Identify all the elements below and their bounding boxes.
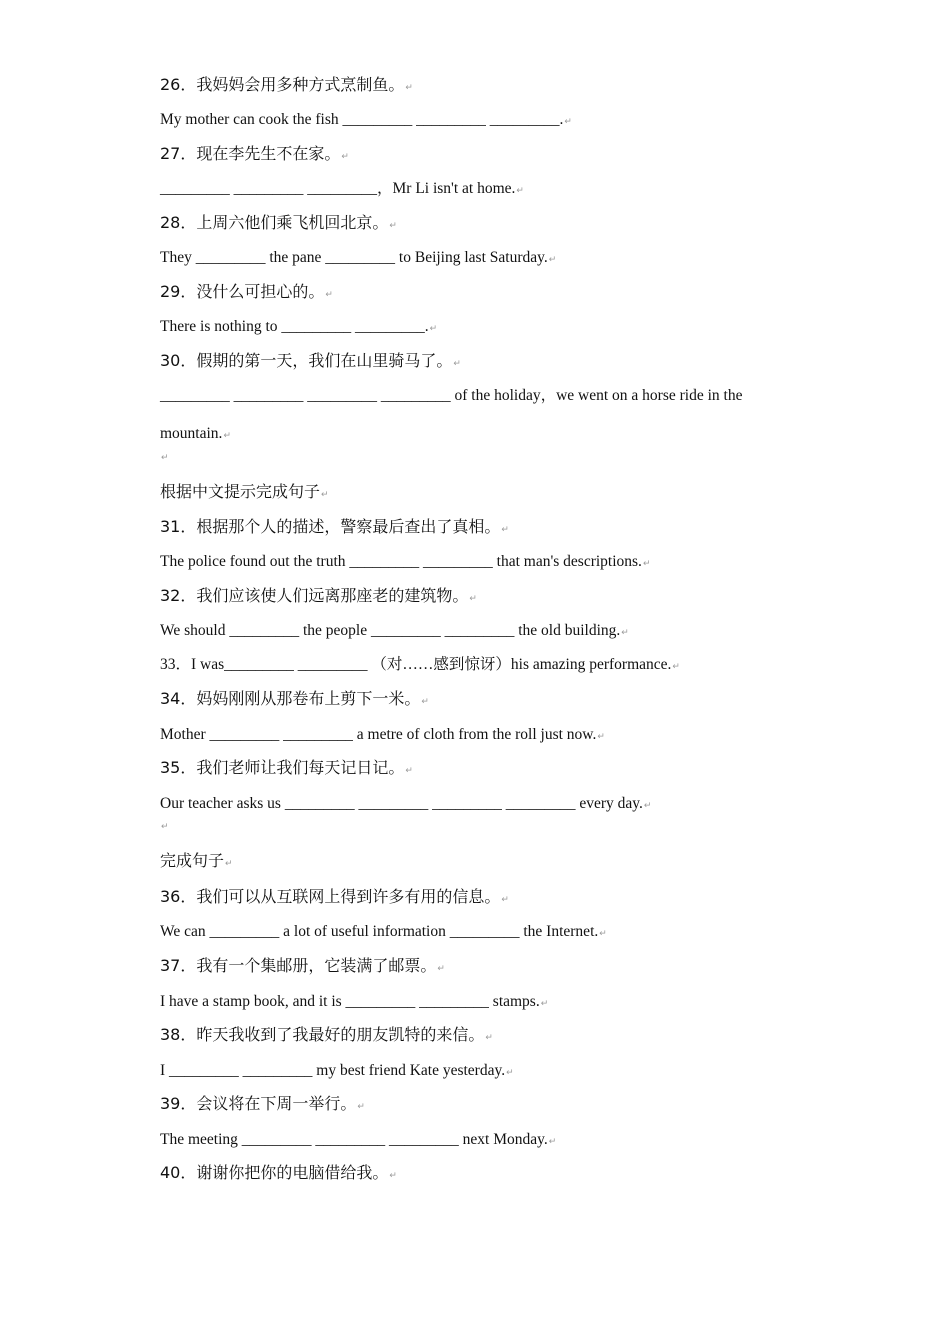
answer-sentence-continued: mountain.	[160, 425, 223, 442]
answer-sentence: We can _________ a lot of useful information _________ the Internet.	[160, 923, 599, 940]
paragraph-mark-icon: ↵	[599, 928, 607, 938]
question-30-english	[160, 388, 742, 404]
answer-sentence: _________ _________ _________ _________ of the holiday，we went on a horse ride in the	[160, 387, 743, 404]
answer-sentence: The meeting _________ _________ _________ next Monday.	[160, 1131, 548, 1148]
answer-sentence: Mother _________ _________ a metre of cloth from the roll just now.	[160, 726, 597, 743]
answer-sentence: They _________ the pane _________ to Beijing last Saturday.	[160, 249, 548, 266]
paragraph-mark-icon: ↵	[161, 821, 169, 831]
paragraph-mark-icon: ↵	[223, 430, 231, 440]
question-29-english	[160, 319, 437, 335]
paragraph-mark-icon: ↵	[469, 593, 477, 603]
paragraph-mark-icon: ↵	[485, 1032, 493, 1042]
question-30-chinese	[160, 353, 461, 369]
question-37-chinese	[160, 958, 445, 974]
question-39-chinese	[160, 1096, 365, 1112]
paragraph-mark-icon: ↵	[597, 731, 605, 741]
paragraph-mark-icon: ↵	[357, 1101, 365, 1111]
paragraph-mark-icon: ↵	[389, 220, 397, 230]
question-text: 30．假期的第一天，我们在山里骑马了。	[160, 351, 453, 370]
question-28-english	[160, 250, 556, 266]
paragraph-mark-icon: ↵	[564, 116, 572, 126]
answer-sentence: We should _________ the people _________ _________ the old building.	[160, 622, 621, 639]
section-heading	[160, 853, 233, 869]
question-text: 31．根据那个人的描述，警察最后查出了真相。	[160, 517, 501, 536]
answer-sentence: My mother can cook the fish _________ _________ _________.	[160, 111, 564, 128]
question-39-english	[160, 1132, 556, 1148]
paragraph-mark-icon: ↵	[389, 1170, 397, 1180]
question-26-chinese	[160, 77, 413, 93]
answer-sentence: The police found out the truth _________ _________ that man's descriptions.	[160, 553, 642, 570]
section-heading-text: 完成句子	[160, 851, 225, 870]
paragraph-mark-icon: ↵	[453, 358, 461, 368]
paragraph-mark-icon: ↵	[516, 185, 524, 195]
question-text: 35．我们老师让我们每天记日记。	[160, 758, 405, 777]
answer-sentence: Our teacher asks us _________ _________ _________ _________ every day.	[160, 795, 643, 812]
paragraph-mark-icon: ↵	[321, 489, 329, 499]
paragraph-mark-icon: ↵	[225, 858, 233, 868]
question-31-english	[160, 554, 650, 570]
paragraph-mark-icon: ↵	[429, 323, 438, 333]
paragraph-mark-icon: ↵	[437, 963, 445, 973]
question-35-english	[160, 796, 651, 812]
paragraph-mark-icon: ↵	[421, 696, 429, 706]
question-34-english	[160, 727, 605, 743]
question-text: 39．会议将在下周一举行。	[160, 1094, 357, 1113]
paragraph-mark-icon: ↵	[405, 765, 413, 775]
paragraph-mark-icon: ↵	[161, 452, 169, 462]
question-text: 36．我们可以从互联网上得到许多有用的信息。	[160, 887, 501, 906]
question-27-english	[160, 181, 524, 197]
question-32-chinese	[160, 588, 477, 604]
question-text: 32．我们应该使人们远离那座老的建筑物。	[160, 586, 469, 605]
question-text: 27．现在李先生不在家。	[160, 144, 341, 163]
question-38-english	[160, 1063, 514, 1079]
section-heading	[160, 484, 329, 500]
paragraph-mark-icon: ↵	[621, 627, 629, 637]
question-31-chinese	[160, 519, 509, 535]
paragraph-mark-icon: ↵	[501, 894, 509, 904]
paragraph-mark-icon: ↵	[501, 524, 509, 534]
question-text: 37．我有一个集邮册，它装满了邮票。	[160, 956, 437, 975]
question-35-chinese	[160, 760, 413, 776]
paragraph-mark-icon: ↵	[548, 1136, 557, 1146]
question-26-english	[160, 112, 572, 128]
mixed-question-text: 33．I was_________ _________ （对……感到惊讶）his amazing performance.	[160, 656, 672, 673]
question-36-chinese	[160, 889, 509, 905]
paragraph-mark-icon: ↵	[643, 800, 652, 810]
question-text: 40．谢谢你把你的电脑借给我。	[160, 1163, 389, 1182]
question-38-chinese	[160, 1027, 493, 1043]
question-29-chinese	[160, 284, 333, 300]
question-text: 26．我妈妈会用多种方式烹制鱼。	[160, 75, 405, 94]
question-32-english	[160, 623, 629, 639]
answer-sentence: _________ _________ _________，Mr Li isn't at home.	[160, 180, 516, 197]
answer-sentence: I _________ _________ my best friend Kate yesterday.	[160, 1062, 506, 1079]
question-40-chinese	[160, 1165, 397, 1181]
question-37-english	[160, 994, 548, 1010]
answer-sentence: I have a stamp book, and it is _________ _________ stamps.	[160, 993, 540, 1010]
section-heading-text: 根据中文提示完成句子	[160, 482, 321, 501]
question-30-english-continued	[160, 426, 231, 442]
question-27-chinese	[160, 146, 349, 162]
question-text: 34．妈妈刚刚从那卷布上剪下一米。	[160, 689, 421, 708]
paragraph-mark-icon: ↵	[548, 254, 557, 264]
question-28-chinese	[160, 215, 397, 231]
paragraph-mark-icon: ↵	[325, 289, 333, 299]
paragraph-mark-icon: ↵	[672, 661, 680, 671]
question-36-english	[160, 924, 607, 940]
paragraph-mark-icon: ↵	[540, 998, 549, 1008]
paragraph-mark-icon: ↵	[642, 558, 651, 568]
question-text: 29．没什么可担心的。	[160, 282, 325, 301]
question-33	[160, 657, 680, 673]
paragraph-mark-icon: ↵	[405, 82, 413, 92]
paragraph-mark-icon: ↵	[341, 151, 349, 161]
question-text: 38．昨天我收到了我最好的朋友凯特的来信。	[160, 1025, 485, 1044]
question-text: 28．上周六他们乘飞机回北京。	[160, 213, 389, 232]
answer-sentence: There is nothing to _________ _________.	[160, 318, 429, 335]
question-34-chinese	[160, 691, 429, 707]
paragraph-mark-icon: ↵	[506, 1067, 514, 1077]
